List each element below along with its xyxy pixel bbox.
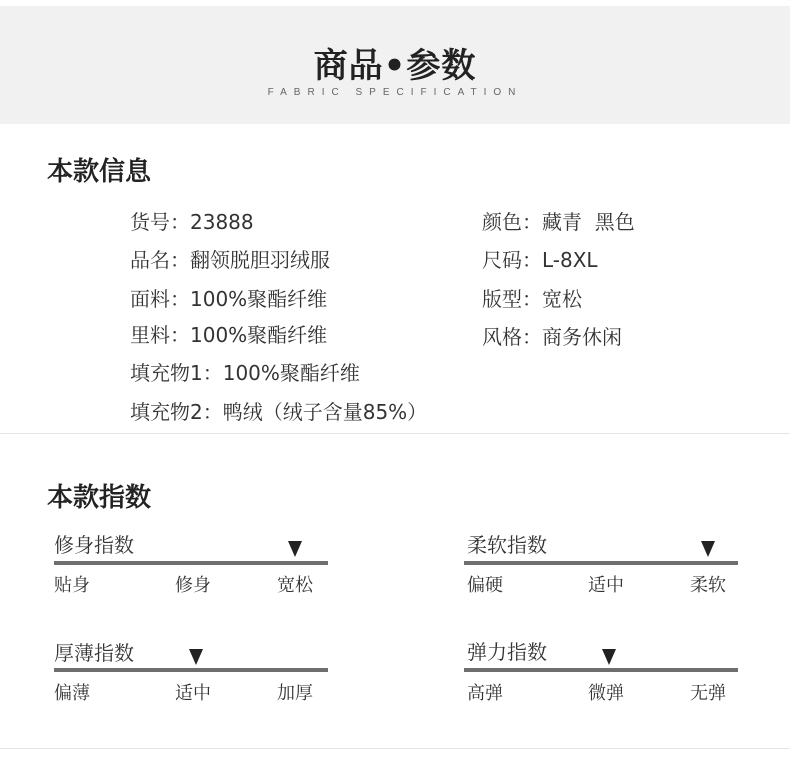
info-item-filling-1 (130, 357, 360, 386)
info-value: 100%聚酯纤维 (222, 361, 360, 385)
index-title-fit: 修身指数 (54, 533, 134, 557)
index-label: 无弹 (690, 683, 726, 704)
info-item-size (482, 244, 598, 273)
product-info-title: 本款信息 (47, 157, 152, 187)
index-marker-icon (701, 541, 715, 557)
index-marker-icon (288, 541, 302, 557)
info-item-fabric (130, 283, 327, 312)
page-title: 商品•参数 (313, 46, 477, 86)
section-divider (0, 433, 790, 434)
index-title-softness: 柔软指数 (467, 533, 547, 557)
index-label: 加厚 (277, 683, 313, 704)
info-label: 面料： (130, 287, 190, 311)
index-label: 适中 (175, 683, 211, 704)
info-item-color (482, 206, 635, 235)
info-label: 版型： (482, 287, 542, 311)
indices-title: 本款指数 (47, 483, 152, 513)
index-label: 适中 (588, 575, 624, 596)
info-value: 商务休闲 (542, 325, 622, 349)
index-label: 微弹 (588, 683, 624, 704)
info-label: 填充物2： (130, 400, 223, 424)
info-label: 货号： (130, 210, 190, 234)
info-value: 藏青 黑色 (542, 210, 635, 234)
index-marker-icon (602, 649, 616, 665)
index-title-thickness: 厚薄指数 (54, 641, 134, 665)
index-label: 贴身 (54, 575, 90, 596)
header-banner (0, 6, 790, 124)
info-item-filling-2 (130, 396, 427, 425)
index-label: 高弹 (467, 683, 503, 704)
index-bar (54, 668, 328, 672)
info-item-lining (130, 319, 327, 348)
index-bar (464, 561, 738, 565)
info-label: 尺码： (482, 248, 542, 272)
info-label: 品名： (130, 248, 190, 272)
info-value: 23888 (190, 210, 254, 234)
page-subtitle: FABRIC SPECIFICATION (267, 87, 523, 98)
bottom-divider (0, 748, 790, 749)
info-value: L-8XL (542, 248, 598, 272)
info-value: 100%聚酯纤维 (190, 287, 328, 311)
index-bar (54, 561, 328, 565)
index-label: 偏薄 (54, 683, 90, 704)
info-value: 100%聚酯纤维 (190, 323, 328, 347)
info-item-fit (482, 283, 582, 312)
info-item-sku (130, 206, 254, 235)
index-label: 修身 (175, 575, 211, 596)
index-label: 偏硬 (467, 575, 503, 596)
info-label: 风格： (482, 325, 542, 349)
index-title-elasticity: 弹力指数 (467, 640, 547, 664)
info-value: 宽松 (542, 287, 582, 311)
info-label: 里料： (130, 323, 190, 347)
index-bar (464, 668, 738, 672)
info-value: 鸭绒（绒子含量85%） (222, 400, 428, 424)
index-marker-icon (189, 649, 203, 665)
info-label: 填充物1： (130, 361, 223, 385)
info-item-name (130, 244, 330, 273)
info-value: 翻领脱胆羽绒服 (190, 248, 330, 272)
index-label: 柔软 (690, 575, 726, 596)
index-label: 宽松 (277, 575, 313, 596)
info-item-style (482, 321, 622, 350)
info-label: 颜色： (482, 210, 542, 234)
